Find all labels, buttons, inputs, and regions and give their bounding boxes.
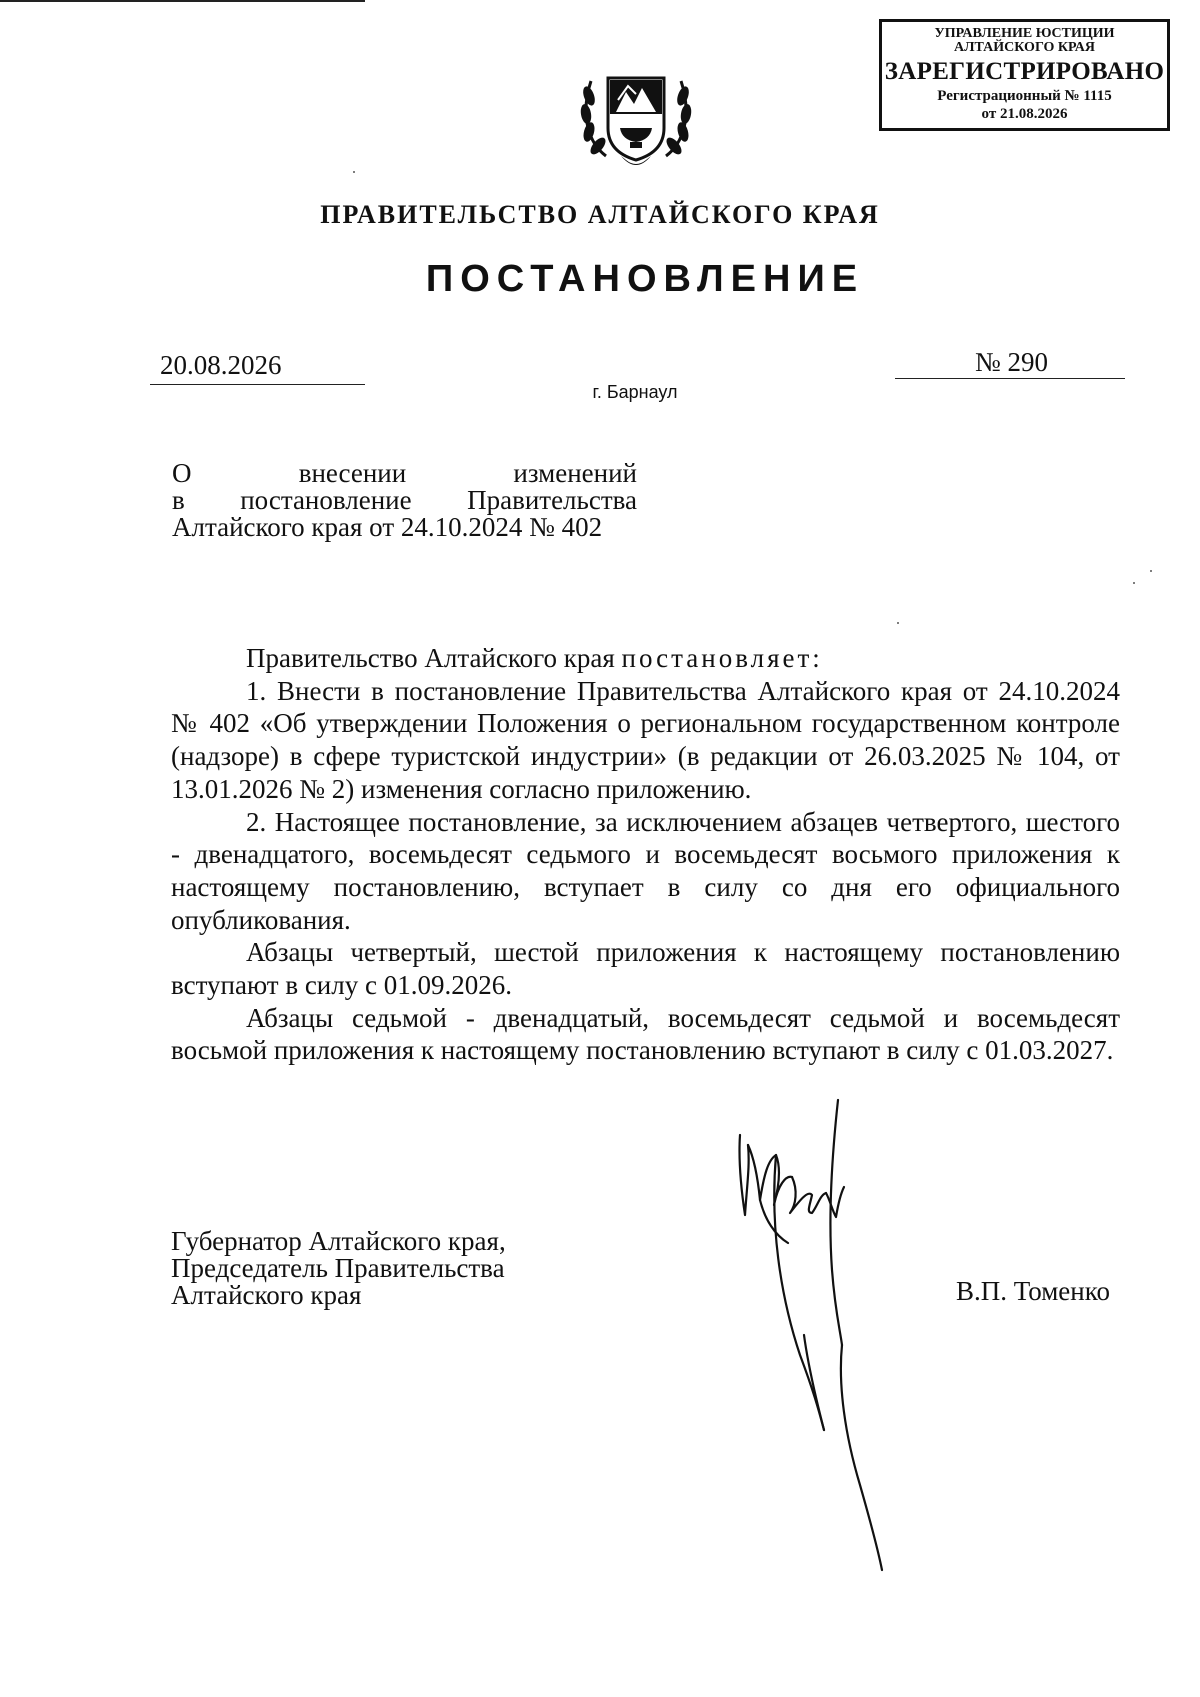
document-city: г. Барнаул	[592, 382, 678, 402]
signer-position	[171, 1228, 506, 1309]
scan-speck	[1150, 570, 1152, 572]
body-paragraph: 2. Настоящее постановление, за исключением абзацев четвертого, шестого - двенадцатого, восемьдесят седьмого и восемьдесят восьмого приложения к настоящему постановлению, вступает в силу со дня его официального опубликования.	[171, 806, 1120, 935]
subject-line: Алтайского края от 24.10.2024 № 402	[172, 512, 603, 542]
body-paragraph: Абзацы четвертый, шестой приложения к настоящему постановлению вступают в силу с 01.09.2026.	[171, 937, 1120, 1001]
document-date: 20.08.2026	[160, 350, 282, 380]
stamp-registration-number: Регистрационный № 1115	[937, 88, 1112, 104]
document-body	[171, 642, 1120, 1067]
intro-text: Правительство Алтайского края	[246, 643, 622, 673]
document-subject	[172, 460, 637, 541]
handwritten-signature-icon	[720, 1095, 920, 1575]
subject-line: О внесении изменений	[172, 458, 637, 488]
altai-krai-coat-of-arms-icon	[576, 56, 696, 176]
signer-name: В.П. Томенко	[956, 1276, 1110, 1306]
body-paragraph: 1. Внести в постановление Правительства Алтайского края от 24.10.2024 № 402 «Об утверждении Положения о региональном государственном контроле (надзоре) в сфере туристской индустрии» (в редакции от 26.03.2025 № 104, от 13.01.2026 № 2) изменения согласно приложению.	[171, 675, 1120, 804]
stamp-registration-date: от 21.08.2026	[981, 106, 1068, 122]
stamp-authority-line2: АЛТАЙСКОГО КРАЯ	[953, 40, 1096, 55]
document-type-title: ПОСТАНОВЛЕНИЕ	[425, 258, 865, 300]
government-name: ПРАВИТЕЛЬСТВО АЛТАЙСКОГО КРАЯ	[320, 200, 880, 229]
body-intro	[171, 642, 1120, 675]
scan-speck	[1133, 582, 1135, 584]
signer-position-line: Председатель Правительства	[171, 1253, 505, 1283]
stamp-authority-line1: УПРАВЛЕНИЕ ЮСТИЦИИ	[934, 26, 1115, 41]
scan-speck	[897, 622, 899, 624]
scan-edge-line	[0, 0, 365, 2]
number-underline	[895, 378, 1125, 379]
stamp-registered-label: ЗАРЕГИСТРИРОВАНО	[884, 58, 1165, 85]
signer-position-line: Алтайского края	[171, 1280, 362, 1310]
document-number: № 290	[975, 347, 1049, 377]
registration-stamp	[879, 19, 1170, 131]
scan-speck	[353, 171, 355, 173]
intro-resolves: постановляет:	[621, 643, 823, 673]
signer-position-line: Губернатор Алтайского края,	[171, 1226, 506, 1256]
subject-line: в постановление Правительства	[172, 485, 637, 515]
body-paragraph: Абзацы седьмой - двенадцатый, восемьдесят седьмой и восемьдесят восьмой приложения к настоящему постановлению вступают в силу с 01.03.2027.	[171, 1002, 1120, 1066]
